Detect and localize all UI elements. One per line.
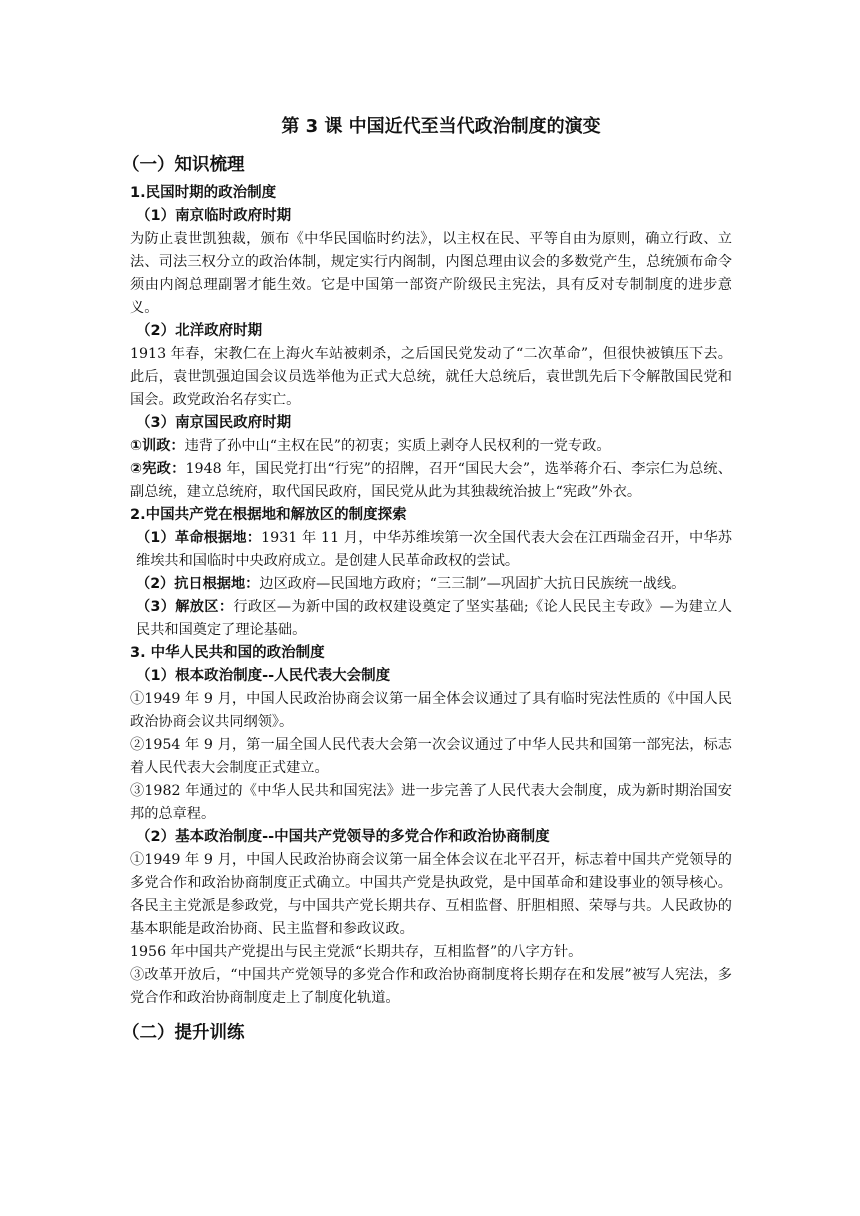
paragraph-3-2-2: 1956 年中国共产党提出与民主党派“长期共存，互相监督”的八字方针。	[130, 944, 583, 960]
item-lead: （2）抗日根据地：	[136, 576, 260, 592]
item-text: 1931 年 11 月，中华苏维埃第一次全国代表大会在江西瑞金召开，中华苏维埃共和国临时中央政府成立。是创建人民革命政权的尝试。	[136, 530, 732, 569]
paragraph-2-1	[130, 527, 732, 573]
paragraph-1-3-2	[130, 458, 732, 504]
paragraph-2-2	[130, 573, 732, 596]
item-text: 1948 年，国民党打出“行宪”的招牌，召开“国民大会”，选举蒋介石、李宗仁为总统、副总统，建立总统府，取代国民政府，国民党从此为其独裁统治披上“宪政”外衣。	[130, 461, 732, 500]
item-lead: （1）革命根据地：	[136, 530, 262, 546]
paragraph-3-2-3: ③改革开放后，“中国共产党领导的多党合作和政治协商制度将长期存在和发展”被写人宪法，多党合作和政治协商制度走上了制度化轨道。	[130, 967, 732, 1006]
item-lead: ②宪政：	[130, 461, 186, 477]
paragraph-3-2-1: ①1949 年 9 月，中国人民政治协商会议第一届全体会议在北平召开，标志着中国共产党领导的多党合作和政治协商制度正式确立。中国共产党是执政党，是中国革命和建设事业的领导核心。各民主主党派是参政党，与中国共产党长期共存、互相监督、肝胆相照、荣辱与共。人民政协的基本职能是政治协商、民主监督和参政议政。	[130, 852, 732, 937]
part-heading-training: （二）提升训练	[122, 1023, 245, 1043]
subsection-heading-1-2: （2）北洋政府时期	[136, 323, 263, 339]
lesson-title: 第 3 课 中国近代至当代政治制度的演变	[281, 116, 601, 137]
subsection-heading-1-1: （1）南京临时政府时期	[136, 208, 292, 224]
item-text: 行政区—为新中国的政权建设奠定了坚实基础;《论人民民主专政》—为建立人民共和国奠定了理论基础。	[136, 599, 732, 638]
subsection-heading-3-1: （1）根本政治制度--人民代表大会制度	[136, 668, 391, 684]
subsection-heading-3-2: （2）基本政治制度--中国共产党领导的多党合作和政治协商制度	[136, 829, 550, 845]
section-heading-1: 1.民国时期的政治制度	[130, 185, 277, 201]
section-heading-3: 3. 中华人民共和国的政治制度	[130, 645, 325, 661]
item-lead: ①训政：	[130, 438, 185, 454]
paragraph-1-1: 为防止袁世凯独裁，颁布《中华民国临时约法》，以主权在民、平等自由为原则，确立行政、立法、司法三权分立的政治体制，规定实行内阁制，内图总理由议会的多数党产生，总统颁布命令须由内阁总理副署才能生效。它是中国第一部资产阶级民主宪法，具有反对专制制度的进步意义。	[130, 231, 732, 316]
paragraph-1-2: 1913 年春，宋教仁在上海火车站被刺杀，之后国民党发动了“二次革命”，但很快被镇压下去。此后，袁世凯强迫国会议员选举他为正式大总统，就任大总统后，袁世凯先后下令解散国民党和国会。政党政治名存实亡。	[130, 346, 732, 408]
part-heading-knowledge: （一）知识梳理	[122, 155, 245, 175]
item-text: 违背了孙中山“主权在民”的初衷；实质上剥夺人民权利的一党专政。	[184, 438, 611, 454]
paragraph-2-3	[130, 596, 732, 642]
item-text: 边区政府—民国地方政府；“三三制”—巩固扩大抗日民族统一战线。	[259, 576, 686, 592]
paragraph-3-1-2: ②1954 年 9 月，第一届全国人民代表大会第一次会议通过了中华人民共和国第一部宪法，标志着人民代表大会制度正式建立。	[130, 737, 732, 776]
document-page	[122, 112, 732, 1050]
item-lead: （3）解放区：	[136, 599, 234, 615]
section-heading-2: 2.中国共产党在根据地和解放区的制度探索	[130, 507, 407, 523]
paragraph-3-1-1: ①1949 年 9 月，中国人民政治协商会议第一届全体会议通过了具有临时宪法性质的《中国人民政治协商会议共同纲领》。	[130, 691, 732, 730]
subsection-heading-1-3: （3）南京国民政府时期	[136, 415, 292, 431]
paragraph-1-3-1	[130, 435, 732, 458]
paragraph-3-1-3: ③1982 年通过的《中华人民共和国宪法》进一步完善了人民代表大会制度，成为新时期治国安邦的总章程。	[130, 783, 732, 822]
